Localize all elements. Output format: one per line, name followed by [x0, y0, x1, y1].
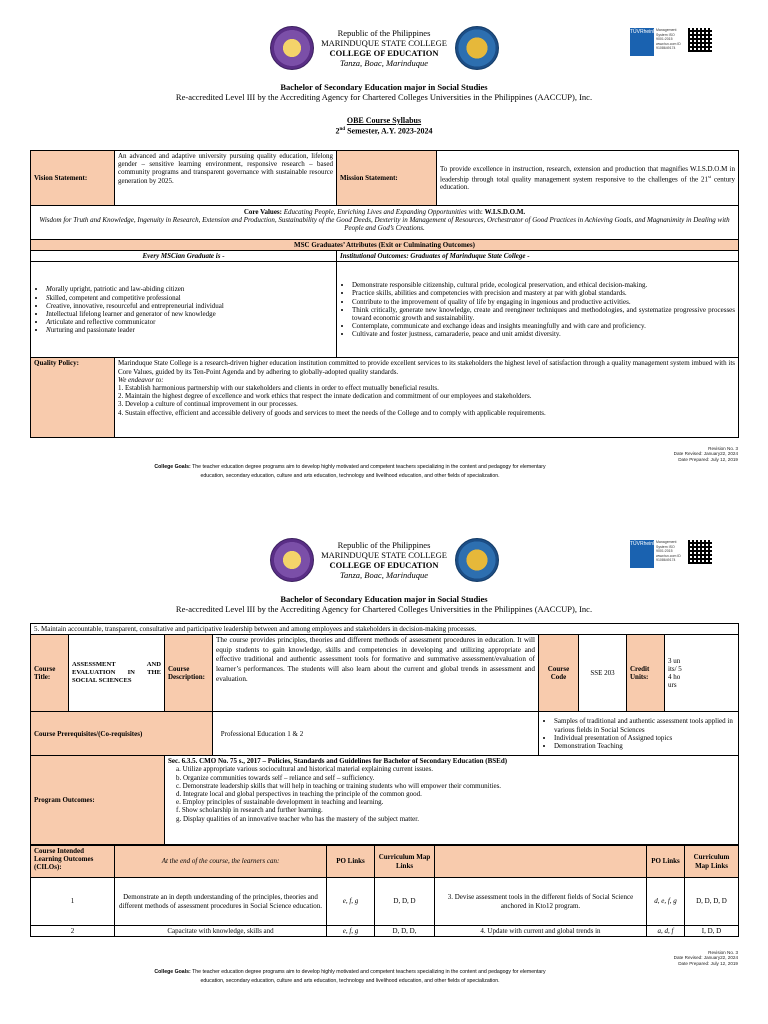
credit-units-label: Credit Units: [627, 635, 665, 712]
core-values-cell: Core Values: Educating People, Enriching Lives and Expanding Opportunities with: W.I.S.D.O.M. Wisdom for Truth and Knowledge, Ingenuity in Research, Extension and Production, Sustainability of the Good Deeds, Dexterity in Management of Resources, Orchestrator of Good Practices in Achieving Goals, and Magnanimity in Dealing with People and God’s Creations. [31, 206, 739, 240]
table-row [31, 926, 739, 937]
cilo-text: 4. Update with current and global trends in [435, 926, 647, 937]
department-name: COLLEGE OF EDUCATION [329, 48, 439, 58]
cilo-map-links: I, D, D [685, 926, 739, 937]
list-item: • Think critically, generate new knowledge, create and reengineer techniques and methodologies, and systematize progressive processes toward economic growth and sustainability. [352, 306, 735, 322]
list-item: b. Organize communities towards self – reliance and self – sufficiency. [176, 773, 375, 782]
list-item: • Demonstration Teaching [554, 742, 735, 750]
vision-label: Vision Statement: [31, 151, 115, 206]
list-item: e. Employ principles of sustainable development in teaching and learning. [176, 798, 384, 807]
list-item: • Skilled, competent and competitive professional [46, 294, 333, 302]
syllabus-title: OBE Course Syllabus [346, 116, 422, 125]
cilo-po-links: e, f, g [327, 926, 375, 937]
list-item: • Contemplate, communicate and exchange ideas and insights meaningfully and with care and proficiency. [352, 322, 735, 330]
list-item: • Intellectual lifelong learner and generator of new knowledge [46, 310, 333, 318]
quality-policy-label: Quality Policy: [31, 358, 115, 438]
program-block [0, 82, 768, 102]
list-item: • Cultivate and foster justness, camaraderie, peace and unit amidst diversity. [352, 330, 735, 338]
list-item: • Demonstrate responsible citizenship, cultural pride, ecological preservation, and ethical decision-making. [352, 281, 735, 289]
prerequisites-label: Course Prerequisites/(Co-requisites) [31, 712, 213, 756]
program-block [0, 594, 768, 614]
list-item: • Creative, innovative, resourceful and entrepreneurial individual [46, 302, 333, 310]
cilo-po-links: d, e, f, g [647, 878, 685, 926]
tuv-logo-icon: TÜVRheinland [630, 540, 654, 568]
cilo-table [30, 845, 739, 937]
semester-line: 2nd Semester, A.Y. 2023-2024 [335, 126, 433, 136]
program-name: Bachelor of Secondary Education major in Social Studies [280, 594, 488, 604]
list-item: • Individual presentation of Assigned topics [554, 734, 735, 742]
qr-code-icon [688, 28, 712, 52]
list-item: c. Demonstrate leadership skills that will help in teaching or training students who will empower their communities. [176, 781, 502, 790]
tuv-logo-icon: TÜVRheinland [630, 28, 654, 56]
accreditation-line: Re-accredited Level III by the Accrediting Agency for Chartered Colleges Universities in the Philippines (AACCUP), Inc. [175, 604, 593, 614]
college-name: MARINDUQUE STATE COLLEGE [321, 38, 447, 48]
cilo-head-map: Curriculum Map Links [375, 846, 435, 878]
cilo-head-main: At the end of the course, the learners can: [115, 846, 327, 878]
table-row [31, 878, 739, 926]
college-name: MARINDUQUE STATE COLLEGE [321, 550, 447, 560]
vision-mission-table [30, 150, 739, 438]
certification-badge [630, 540, 712, 568]
education-seal-logo [455, 26, 499, 70]
letterhead [0, 538, 768, 584]
cilo-number: 2 [31, 926, 115, 937]
republic-line: Republic of the Philippines [337, 540, 431, 550]
cilo-po-links: a, d, f [647, 926, 685, 937]
list-item: • Nurturing and passionate leader [46, 326, 333, 334]
quality-policy-text: Marinduque State College is a research-driven higher education institution committed to provide excellent services to its stakeholders the highest level of satisfaction through a quality management system imbued with its Core Values, guided by its Ten-Point Agenda and by adhering to globally-adopted quality standards. We endeavor to: 1. Establish harmonious partnership with our stakeholders and clients in order to effect mutually beneficial results. 2. Maintain the highest degree of excellence and work ethics that respect the innate dedication and commitment of our employees and stakeholders. 3. Develop a culture of continual improvement in our processes. 4. Sustain effective, efficient and accessible delivery of goods and services to meet the needs of the College and to comply with applicable requirements. [115, 358, 739, 438]
cilo-text: Capacitate with knowledge, skills and [115, 926, 327, 937]
department-name: COLLEGE OF EDUCATION [329, 560, 439, 570]
credit-units: 3 units/ 54 hours [665, 635, 739, 712]
cilo-text: 3. Devise assessment tools in the different fields of Social Science anchored in Kto12 program. [435, 878, 647, 926]
cilo-po-links: e, f, g [327, 878, 375, 926]
college-location: Tanza, Boac, Marinduque [340, 570, 428, 580]
program-outcomes: Sec. 6.3.5. CMO No. 75 s., 2017 – Policies, Standards and Guidelines for Bachelor of Secondary Education (BSEd) a. Utilize appropriate various sociocultural and historical material explaining current issues. b. Organize communities towards self – reliance and self – sufficiency. c. Demonstrate leadership skills that will help in teaching or training students who will empower their communities. d. Integrate local and global perspectives in teaching the principle of the common good. e. Employ principles of sustainable development in teaching and learning. f. Show scholarship in research and further learning. g. Display qualities of an innovative teacher who has the mastery of the subject matter. [165, 756, 739, 845]
letterhead-text [300, 28, 468, 68]
accreditation-line: Re-accredited Level III by the Accrediting Agency for Chartered Colleges Universities in the Philippines (AACCUP), Inc. [175, 92, 593, 102]
syllabus-title-block [0, 116, 768, 136]
cilo-head-map-2: Curriculum Map Links [685, 846, 739, 878]
cert-text: Management System ISO 9001:2015 www.tuv.com ID 9108649174 [656, 540, 681, 562]
qr-code-icon [688, 540, 712, 564]
graduate-head: Every MSCian Graduate is - [31, 251, 337, 262]
cilo-map-links: D, D, D, [375, 926, 435, 937]
list-item: • Practice skills, abilities and competencies with precision and mastery at par with global standards. [352, 289, 735, 297]
college-location: Tanza, Boac, Marinduque [340, 58, 428, 68]
list-item: a. Utilize appropriate various sociocultural and historical material explaining current issues. [176, 765, 433, 774]
prerequisites: Professional Education 1 & 2 [213, 712, 539, 756]
outcomes-head: Institutional Outcomes: Graduates of Marinduque State College - [337, 251, 739, 262]
list-item: • Articulate and reflective communicator [46, 318, 333, 326]
mission-label: Mission Statement: [337, 151, 437, 206]
program-name: Bachelor of Secondary Education major in Social Studies [280, 82, 488, 92]
list-item: • Morally upright, patriotic and law-abiding citizen [46, 285, 333, 293]
cilo-head-po-2: PO Links [647, 846, 685, 878]
revision-info: Revision No. 3 Date Revised: January22, 2024 Date Prepared: July 12, 2019 [673, 446, 738, 462]
cilo-number: 1 [31, 878, 115, 926]
cert-text: Management System ISO 9001:2015 www.tuv.com ID 9108649174 [656, 28, 681, 50]
mission-text: To provide excellence in instruction, research, extension and production that magnifies W.I.S.D.O.M in leadership through total quality management system responsive to the challenges of the 21st century education. [437, 151, 739, 206]
course-info-table [30, 623, 739, 845]
course-description: The course provides principles, theories and different methods of assessment procedures in education. It will equip students to gain knowledge, skills and competencies in developing and utilizing appropriate and effective traditional and authentic assessment tools for formative and summative assessment/evaluation of learner’s performances. The students will also learn about the current and global trends in assessment and evaluation. [213, 635, 539, 712]
attributes-title: MSC Graduates’ Attributes (Exit or Culminating Outcomes) [31, 240, 739, 251]
cilo-map-links: D, D, D [375, 878, 435, 926]
cilo-head-blank [435, 846, 647, 878]
college-goals: College Goals: The teacher education degree programs aim to develop highly motivated and competent teachers specializing in the content and pedagogy for elementary education, secondary education, culture and arts education, technology and livelihood education, and other fields of specialization. [154, 464, 546, 479]
list-item: d. Integrate local and global perspectives in teaching the principle of the common good. [176, 790, 422, 799]
cilo-head-po: PO Links [327, 846, 375, 878]
college-goals: College Goals: The teacher education degree programs aim to develop highly motivated and competent teachers specializing in the content and pedagogy for elementary education, secondary education, culture and arts education, technology and livelihood education, and other fields of specialization. [154, 969, 546, 984]
cilo-label: Course Intended Learning Outcomes (CILOs): [31, 846, 115, 878]
list-item: • Contribute to the improvement of quality of life by engaging in ingenious and productive activities. [352, 298, 735, 306]
institutional-outcomes-list [337, 262, 739, 358]
course-title: ASSESSMENT AND EVALUATION IN THE SOCIAL SCIENCES [69, 635, 165, 712]
revision-info: Revision No. 3 Date Revised: January22, 2024 Date Prepared: July 12, 2019 [673, 950, 738, 966]
list-item: f. Show scholarship in research and further learning. [176, 806, 323, 815]
certification-badge [630, 28, 712, 56]
cilo-text: Demonstrate an in depth understanding of the principles, theories and different methods of assessment procedures in Social Science education. [115, 878, 327, 926]
letterhead-text [300, 540, 468, 580]
education-seal-logo [455, 538, 499, 582]
quality-policy-item-5: 5. Maintain accountable, transparent, consultative and participative leadership between and among employees and stakeholders in decision-making processes. [31, 624, 739, 635]
list-item: g. Display qualities of an innovative teacher who has the mastery of the subject matter. [176, 814, 419, 823]
syllabus-page-2 [0, 512, 768, 1024]
course-title-label: Course Title: [31, 635, 69, 712]
graduate-attributes-list [31, 262, 337, 358]
course-requirements [539, 712, 739, 756]
vision-text: An advanced and adaptive university pursuing quality education, lifelong gender – sensitive learning environment, responsive research – based community programs and transparent governance with sustainable resource generation by 2025. [115, 151, 337, 206]
republic-line: Republic of the Philippines [337, 28, 431, 38]
cilo-map-links: D, D, D, D [685, 878, 739, 926]
list-item: • Samples of traditional and authentic assessment tools applied in various fields in Social Sciences [554, 717, 735, 733]
course-description-label: Course Description: [165, 635, 213, 712]
course-code: SSE 203 [579, 635, 627, 712]
letterhead [0, 26, 768, 72]
program-outcomes-label: Program Outcomes: [31, 756, 165, 845]
course-code-label: Course Code [539, 635, 579, 712]
